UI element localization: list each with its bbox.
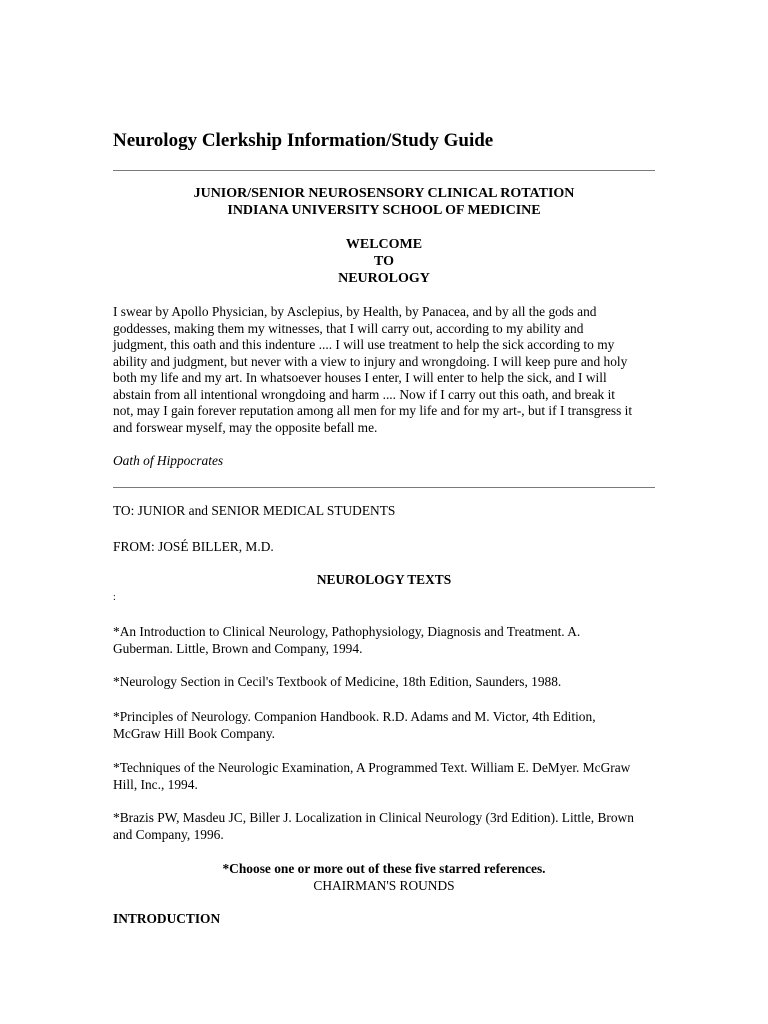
school-header-line: INDIANA UNIVERSITY SCHOOL OF MEDICINE bbox=[227, 203, 541, 218]
reference-line: and Company, 1996. bbox=[113, 826, 224, 842]
neurology-texts-heading: NEUROLOGY TEXTS bbox=[316, 572, 452, 587]
chairmans-rounds: CHAIRMAN'S ROUNDS bbox=[313, 878, 455, 893]
rotation-header-line: JUNIOR/SENIOR NEUROSENSORY CLINICAL ROTATION bbox=[193, 186, 575, 201]
reference-line: *Brazis PW, Masdeu JC, Biller J. Localization in Clinical Neurology (3rd Edition). Little, Brown bbox=[113, 810, 634, 825]
reference-line: Hill, Inc., 1994. bbox=[113, 776, 198, 792]
reference-line: *Techniques of the Neurologic Examination, A Programmed Text. William E. DeMyer. McGraw bbox=[113, 760, 631, 775]
document-title: Neurology Clerkship Information/Study Guide bbox=[113, 130, 494, 151]
reference-item bbox=[113, 810, 655, 843]
to-line: TO: JUNIOR and SENIOR MEDICAL STUDENTS bbox=[113, 503, 396, 518]
hippocratic-oath-paragraph bbox=[113, 304, 655, 436]
document-page bbox=[113, 0, 655, 1024]
from-line: FROM: JOSÉ BILLER, M.D. bbox=[113, 539, 274, 554]
reference-item bbox=[113, 624, 655, 657]
horizontal-rule bbox=[113, 487, 655, 488]
reference-line: *An Introduction to Clinical Neurology, Pathophysiology, Diagnosis and Treatment. A. bbox=[113, 624, 581, 639]
oath-line: ability and judgment, but never with a view to injury and wrongdoing. I will keep pure and holy bbox=[113, 353, 628, 369]
reference-line: *Principles of Neurology. Companion Handbook. R.D. Adams and M. Victor, 4th Edition, bbox=[113, 709, 596, 724]
rotation-header bbox=[113, 185, 655, 219]
oath-line: both my life and my art. In whatsoever houses I enter, I will enter to help the sick, and I will bbox=[113, 370, 607, 385]
oath-line: I swear by Apollo Physician, by Asclepius, by Health, by Panacea, and by all the gods and bbox=[113, 304, 597, 319]
stray-mark: : bbox=[113, 592, 116, 603]
welcome-line: TO bbox=[374, 254, 394, 269]
choose-note: *Choose one or more out of these five starred references. bbox=[222, 861, 546, 876]
oath-line: not, may I gain forever reputation among all men for my life and for my art-, but if I transgress it bbox=[113, 403, 633, 418]
reference-line: Guberman. Little, Brown and Company, 1994. bbox=[113, 640, 363, 656]
welcome-block bbox=[113, 236, 655, 287]
reference-item bbox=[113, 709, 655, 742]
oath-line: and forswear myself, may the opposite befall me. bbox=[113, 419, 378, 435]
reference-item bbox=[113, 674, 655, 691]
oath-line: abstain from all intentional wrongdoing and harm .... Now if I carry out this oath, and break it bbox=[113, 386, 616, 402]
introduction-heading: INTRODUCTION bbox=[113, 911, 221, 926]
reference-line: *Neurology Section in Cecil's Textbook of Medicine, 18th Edition, Saunders, 1988. bbox=[113, 674, 562, 689]
reference-line: McGraw Hill Book Company. bbox=[113, 725, 276, 741]
welcome-line: WELCOME bbox=[345, 237, 423, 252]
horizontal-rule bbox=[113, 170, 655, 171]
welcome-line: NEUROLOGY bbox=[338, 271, 430, 286]
oath-line: goddesses, making them my witnesses, that I will carry out, according to my ability and bbox=[113, 320, 584, 336]
oath-source: Oath of Hippocrates bbox=[113, 453, 224, 468]
oath-line: judgment, this oath and this indenture .... I will use treatment to help the sick according to my bbox=[113, 337, 615, 352]
reference-item bbox=[113, 760, 655, 793]
